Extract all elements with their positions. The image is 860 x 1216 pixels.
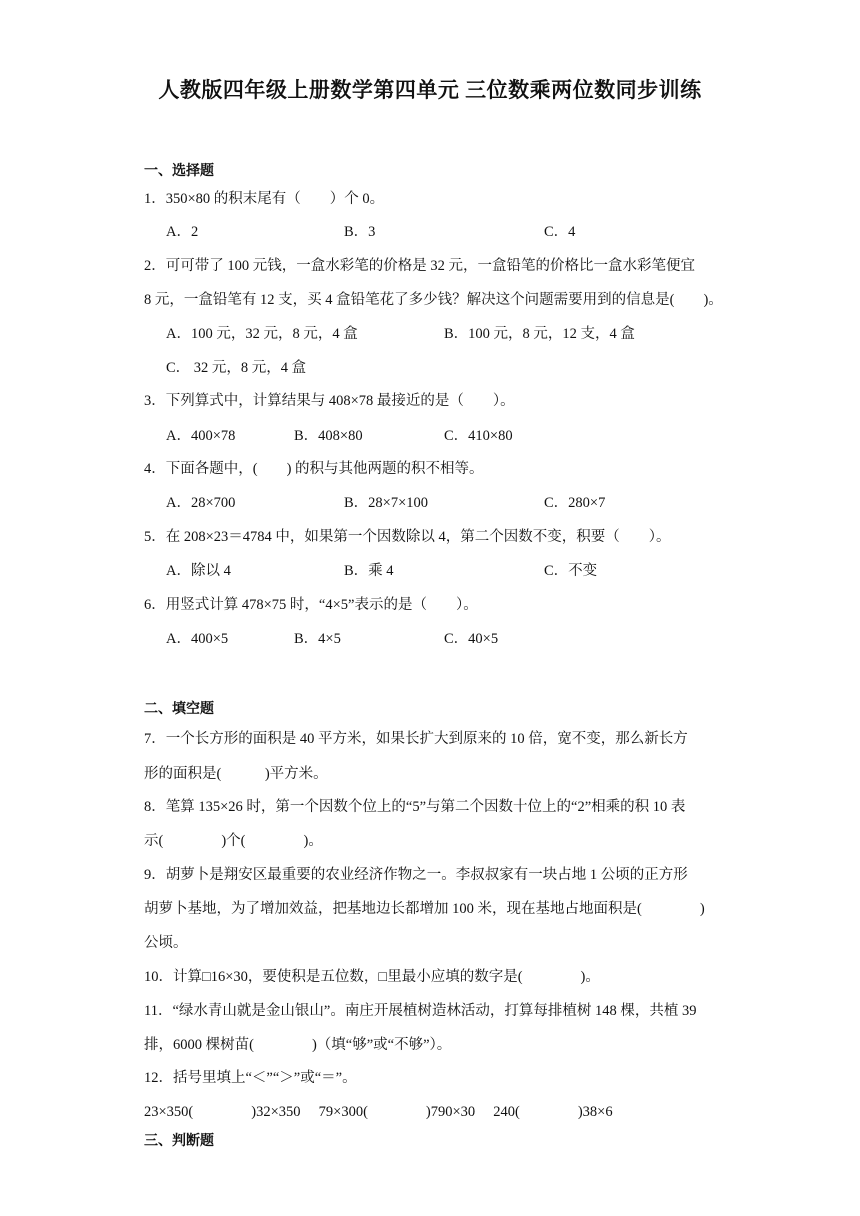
question-6-stem: 6．用竖式计算 478×75 时，“4×5”表示的是（ ）。	[144, 597, 478, 613]
question-2-option-a: A．100 元，32 元，8 元，4 盒	[166, 326, 358, 342]
question-7-line-1: 7．一个长方形的面积是 40 平方米，如果长扩大到原来的 10 倍，宽不变，那么新长方	[144, 731, 688, 747]
question-6-option-a: A．400×5	[166, 631, 229, 647]
question-1-option-b: B．3	[344, 224, 376, 240]
question-5-option-b: B．乘 4	[344, 563, 394, 579]
question-5-stem: 5．在 208×23＝4784 中，如果第一个因数除以 4，第二个因数不变，积要（ ）。	[144, 529, 671, 545]
question-6-option-b: B．4×5	[294, 631, 341, 647]
question-4-option-c: C．280×7	[544, 495, 606, 511]
question-9-line-1: 9．胡萝卜是翔安区最重要的农业经济作物之一。李叔叔家有一块占地 1 公顷的正方形	[144, 867, 688, 883]
question-3-option-a: A．400×78	[166, 428, 236, 444]
section-heading-judge: 三、判断题	[144, 1134, 214, 1149]
question-4-option-b: B．28×7×100	[344, 495, 429, 511]
question-2-option-c: C． 32 元，8 元，4 盒	[166, 360, 307, 376]
question-2-stem-line-1: 2．可可带了 100 元钱，一盒水彩笔的价格是 32 元，一盒铅笔的价格比一盒水彩笔便宜	[144, 258, 695, 274]
section-heading-choice: 一、选择题	[144, 164, 214, 179]
question-7-line-2: 形的面积是( )平方米。	[144, 766, 328, 782]
question-11-line-2: 排，6000 棵树苗( )（填“够”或“不够”）。	[144, 1037, 452, 1053]
question-1-option-a: A．2	[166, 224, 199, 240]
question-12-line-1: 12．括号里填上“＜”“＞”或“＝”。	[144, 1070, 357, 1086]
question-3-option-c: C．410×80	[444, 428, 513, 444]
question-9-line-3: 公顷。	[144, 935, 188, 951]
question-5-option-c: C．不变	[544, 563, 598, 579]
question-1-stem: 1．350×80 的积末尾有（ ）个 0。	[144, 191, 385, 207]
page-title: 人教版四年级上册数学第四单元 三位数乘两位数同步训练	[158, 78, 702, 102]
question-3-stem: 3．下列算式中，计算结果与 408×78 最接近的是（ ）。	[144, 393, 515, 409]
question-1-option-c: C．4	[544, 224, 576, 240]
question-8-line-1: 8．笔算 135×26 时，第一个因数个位上的“5”与第二个因数十位上的“2”相乘的积 10 表	[144, 799, 686, 815]
question-5-option-a: A．除以 4	[166, 563, 231, 579]
question-10-line-1: 10．计算□16×30，要使积是五位数，□里最小应填的数字是( )。	[144, 969, 600, 985]
question-8-line-2: 示( )个( )。	[144, 833, 323, 849]
question-3-option-b: B．408×80	[294, 428, 363, 444]
question-4-option-a: A．28×700	[166, 495, 236, 511]
question-11-line-1: 11．“绿水青山就是金山银山”。南庄开展植树造林活动，打算每排植树 148 棵，共植 39	[144, 1003, 697, 1019]
question-12-comparisons: 23×350( )32×350 79×300( )790×30 240( )38×6	[144, 1104, 613, 1120]
question-4-stem: 4．下面各题中，( ) 的积与其他两题的积不相等。	[144, 461, 484, 477]
question-2-stem-line-2: 8 元，一盒铅笔有 12 支，买 4 盒铅笔花了多少钱？解决这个问题需要用到的信息是( )。	[144, 292, 723, 308]
section-heading-fill: 二、填空题	[144, 702, 214, 717]
question-2-option-b: B．100 元，8 元，12 支，4 盒	[444, 326, 635, 342]
question-6-option-c: C．40×5	[444, 631, 499, 647]
question-9-line-2: 胡萝卜基地，为了增加效益，把基地边长都增加 100 米，现在基地占地面积是( )	[144, 901, 705, 917]
